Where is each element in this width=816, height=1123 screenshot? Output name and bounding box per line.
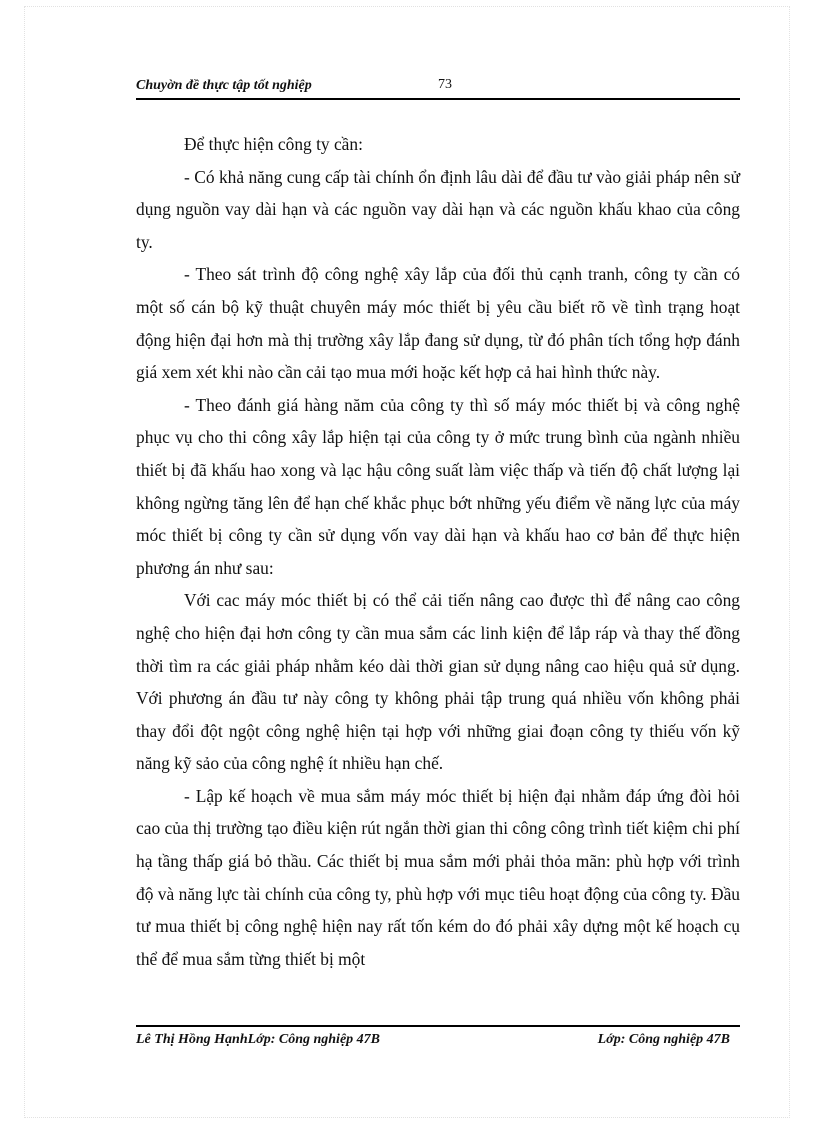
page-footer xyxy=(136,1025,740,1053)
footer-author: Lê Thị Hồng HạnhLớp: Công nghiệp 47B xyxy=(136,1032,380,1047)
paragraph: Với cac máy móc thiết bị có thể cải tiến nâng cao được thì để nâng cao công nghệ cho hiện đại hơn công ty cần mua sắm các linh kiện để lắp ráp và thay thế đồng thời tìm ra các giải pháp nhằm kéo dài thời gian sử dụng nâng cao hiệu quả sử dụng. Với phương án đầu tư này công ty không phải tập trung quá nhiều vốn không phải thay đổi đột ngột công nghệ hiện tại hợp với những giai đoạn công ty thiếu vốn kỹ năng kỹ sảo của công nghệ ít nhiều hạn chế. xyxy=(136,590,740,774)
paragraph: - Theo sát trình độ công nghệ xây lắp của đối thủ cạnh tranh, công ty cần có một số cán bộ kỹ thuật chuyên máy móc thiết bị yêu cầu biết rõ về tình trạng hoạt động hiện đại hơn mà thị trường xây lắp đang sử dụng, từ đó phân tích tổng hợp đánh giá xem xét khi nào cần cải tạo mua mới hoặc kết hợp cả hai hình thức này. xyxy=(136,264,740,383)
page-header xyxy=(136,74,740,100)
body-text xyxy=(136,128,740,975)
paragraph: - Theo đánh giá hàng năm của công ty thì số máy móc thiết bị và công nghệ phục vụ cho thi công xây lắp hiện tại của công ty ở mức trung bình của ngành nhiều thiết bị đã khấu hao xong và lạc hậu công suất làm việc thấp và tiến độ chất lượng lại không ngừng tăng lên để hạn chế khắc phục bớt những yếu điểm về năng lực của máy móc thiết bị công ty cần sử dụng vốn vay dài hạn và khấu hao cơ bản để thực hiện phương án như sau: xyxy=(136,394,740,578)
paragraph: - Lập kế hoạch về mua sắm máy móc thiết bị hiện đại nhằm đáp ứng đòi hỏi cao của thị trường tạo điều kiện rút ngắn thời gian thi công công trình tiết kiệm chi phí hạ tầng thấp giá bỏ thầu. Các thiết bị mua sắm mới phải thỏa mãn: phù hợp với trình độ và năng lực tài chính của công ty, phù hợp với mục tiêu hoạt động của công ty. Đầu tư mua thiết bị công nghệ hiện nay rất tốn kém do đó phải xây dựng một kế hoạch cụ thể để mua sắm từng thiết bị một xyxy=(136,785,740,969)
footer-class: Lớp: Công nghiệp 47B xyxy=(597,1032,730,1047)
header-title: Chuyờn đề thực tập tốt nghiệp xyxy=(136,78,312,93)
paragraph: - Có khả năng cung cấp tài chính ổn định lâu dài để đầu tư vào giải pháp nên sử dụng nguồn vay dài hạn và các nguồn vay dài hạn và các nguồn khấu khao của công ty. xyxy=(136,166,740,252)
paragraph-intro: Để thực hiện công ty cần: xyxy=(184,134,363,154)
page-number: 73 xyxy=(438,77,452,92)
